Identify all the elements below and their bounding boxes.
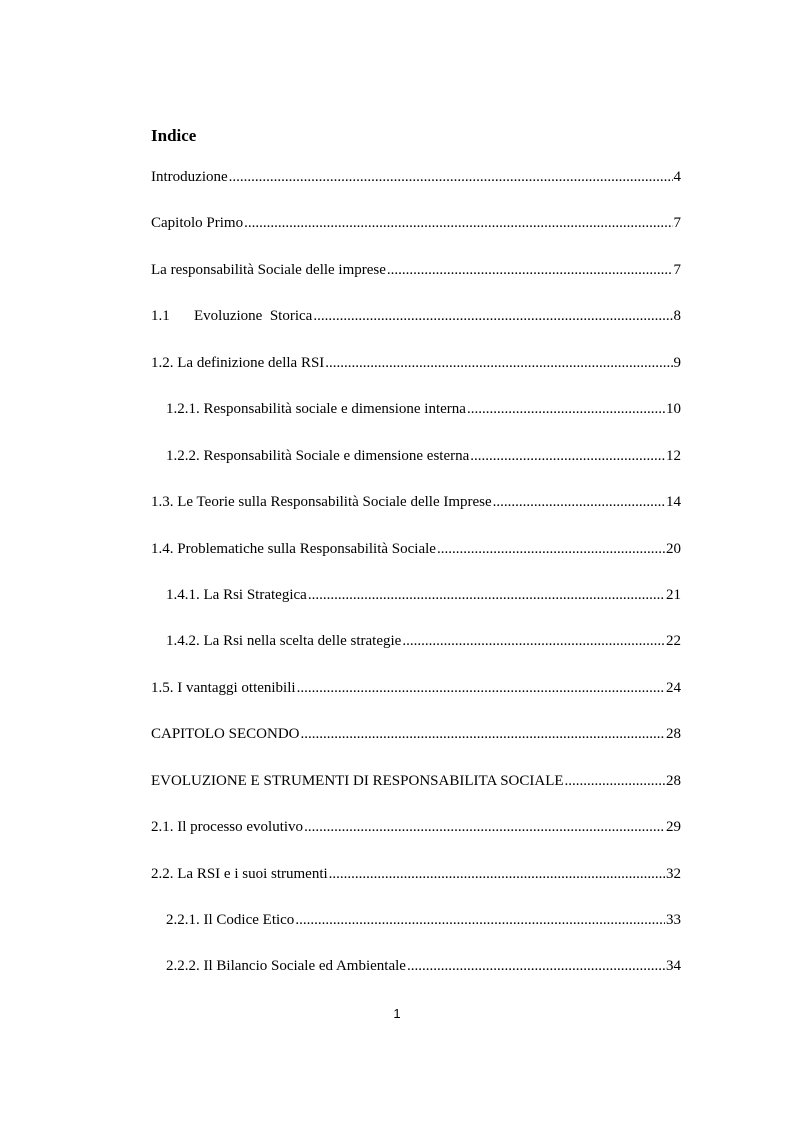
dot-leader: [493, 489, 665, 515]
dot-leader: [402, 628, 665, 654]
toc-entry-page: 28: [666, 772, 681, 789]
toc-entry-title: Evoluzione Storica: [194, 308, 313, 325]
toc-entry-2-2-1[interactable]: [151, 907, 681, 953]
toc-entry-responsabilita-sociale[interactable]: [151, 257, 681, 303]
dot-leader: [297, 675, 665, 701]
dot-leader: [300, 721, 665, 747]
toc-entry-page: 28: [666, 726, 681, 743]
toc-entry-1-5[interactable]: [151, 675, 681, 721]
toc-entry-page: 14: [666, 494, 681, 511]
toc-entry-page: 22: [666, 633, 681, 650]
table-of-contents: [151, 164, 681, 1000]
toc-entry-2-1[interactable]: [151, 814, 681, 860]
toc-entry-page: 7: [673, 261, 681, 278]
toc-entry-label: 1.2. La definizione della RSI: [151, 354, 325, 371]
toc-heading: Indice: [151, 126, 197, 145]
toc-entry-label: 2.2.1. Il Codice Etico: [166, 912, 295, 928]
toc-entry-label: [151, 303, 312, 329]
toc-entry-1-3[interactable]: [151, 489, 681, 535]
toc-entry-page: 10: [666, 401, 681, 418]
toc-entry-label: 1.4.2. La Rsi nella scelta delle strategie: [166, 633, 402, 650]
toc-entry-label: 1.3. Le Teorie sulla Responsabilità Sociale delle Imprese: [151, 494, 492, 511]
toc-entry-2-2[interactable]: [151, 861, 681, 907]
toc-entry-label: 2.2.2. Il Bilancio Sociale ed Ambientale: [166, 958, 406, 975]
toc-entry-page: 7: [673, 215, 681, 232]
dot-leader: [295, 907, 665, 933]
dot-leader: [313, 303, 672, 329]
dot-leader: [565, 768, 665, 794]
toc-entry-label: La responsabilità Sociale delle imprese: [151, 261, 386, 278]
dot-leader: [325, 350, 672, 376]
toc-entry-number: 1.1: [151, 308, 170, 325]
toc-entry-page: 34: [666, 958, 681, 975]
dot-leader: [470, 443, 665, 469]
toc-entry-label: 1.2.2. Responsabilità Sociale e dimensione esterna: [166, 447, 470, 464]
dot-leader: [387, 257, 673, 283]
toc-entry-1-4-1[interactable]: [151, 582, 681, 628]
toc-entry-capitolo-primo[interactable]: [151, 210, 681, 256]
toc-entry-1-1[interactable]: [151, 303, 681, 349]
toc-entry-page: 9: [673, 354, 681, 371]
toc-entry-label: 1.4. Problematiche sulla Responsabilità Sociale: [151, 540, 436, 557]
toc-entry-label: 1.4.1. La Rsi Strategica: [166, 586, 307, 603]
toc-entry-label: 1.2.1. Responsabilità sociale e dimensione interna: [166, 401, 466, 418]
toc-entry-label: Introduzione: [151, 169, 228, 185]
toc-entry-label: 2.1. Il processo evolutivo: [151, 819, 304, 836]
toc-entry-capitolo-secondo[interactable]: [151, 721, 681, 767]
dot-leader: [329, 861, 665, 887]
toc-entry-1-2-1[interactable]: [151, 396, 681, 442]
toc-entry-1-4[interactable]: [151, 536, 681, 582]
toc-entry-page: 33: [666, 912, 681, 928]
toc-entry-1-2-2[interactable]: [151, 443, 681, 489]
toc-entry-page: 8: [673, 308, 681, 325]
toc-entry-label: Capitolo Primo: [151, 215, 244, 232]
toc-entry-page: 20: [666, 540, 681, 557]
toc-entry-label: EVOLUZIONE E STRUMENTI DI RESPONSABILITA SOCIALE: [151, 772, 564, 789]
dot-leader: [467, 396, 665, 422]
toc-entry-page: 4: [673, 169, 681, 185]
toc-entry-introduzione[interactable]: [151, 164, 681, 210]
dot-leader: [244, 210, 672, 236]
toc-entry-label: 2.2. La RSI e i suoi strumenti: [151, 865, 328, 882]
dot-leader: [407, 953, 665, 979]
toc-entry-1-2[interactable]: [151, 350, 681, 396]
toc-entry-2-2-2[interactable]: [151, 953, 681, 999]
toc-entry-page: 21: [666, 586, 681, 603]
dot-leader: [229, 164, 673, 190]
toc-entry-label: CAPITOLO SECONDO: [151, 726, 300, 743]
toc-entry-page: 24: [666, 679, 681, 696]
page-number: 1: [393, 1006, 401, 1021]
toc-entry-page: 29: [666, 819, 681, 836]
dot-leader: [437, 536, 665, 562]
toc-entry-1-4-2[interactable]: [151, 628, 681, 674]
toc-entry-evoluzione-strumenti[interactable]: [151, 768, 681, 814]
dot-leader: [308, 582, 665, 608]
toc-entry-page: 12: [666, 447, 681, 464]
toc-entry-page: 32: [666, 865, 681, 882]
toc-entry-label: 1.5. I vantaggi ottenibili: [151, 679, 296, 696]
dot-leader: [304, 814, 665, 840]
